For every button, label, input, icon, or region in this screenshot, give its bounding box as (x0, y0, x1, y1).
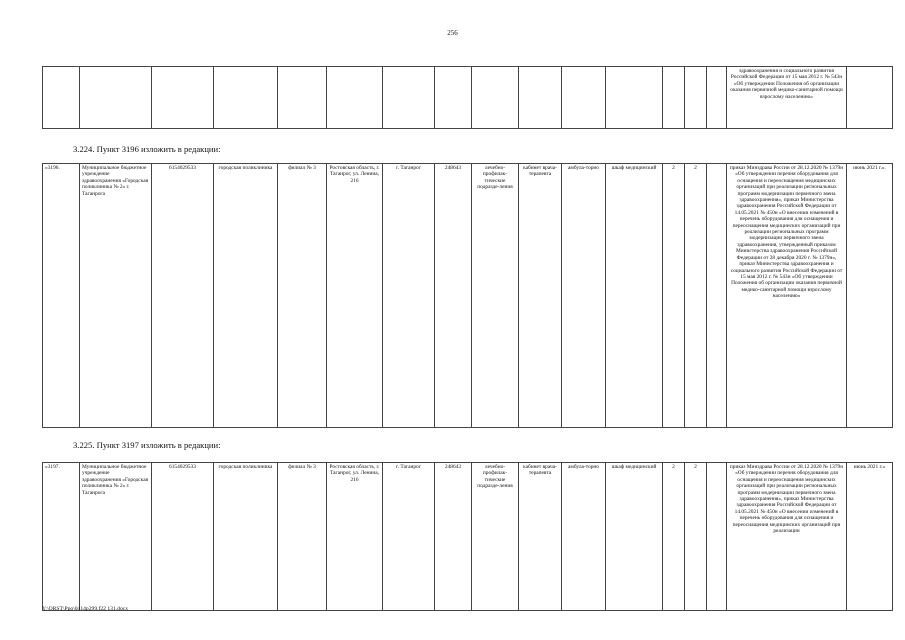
cabinet: кабинет врача-терапевта (519, 164, 562, 428)
table-row-3196 (42, 163, 893, 428)
address: Ростовская область, г. Таганрог, ул. Ленина, 216 (327, 164, 383, 428)
extra-cell (707, 463, 727, 611)
equipment: шкаф медицинский (606, 463, 663, 611)
table-fragment-top (42, 66, 893, 129)
legal-basis-cell: здравоохранения и социального развития Российской Федерации от 15 мая 2012 г. № 543н «Об утверждении Положения об организации оказания первичной медико-санитарной помощи взрослому населению» (727, 67, 847, 129)
page-number: 256 (447, 29, 458, 37)
care-form: амбула-торно (562, 463, 606, 611)
branch: филиал № 3 (278, 463, 327, 611)
qty-present: 2 (685, 164, 707, 428)
qty-required: 2 (663, 463, 685, 611)
qty-present: 2 (685, 463, 707, 611)
branch: филиал № 3 (278, 164, 327, 428)
unit-type: лечебно-профилак-тические подразде-ления (472, 463, 519, 611)
code: 248643 (435, 164, 472, 428)
extra-cell (707, 164, 727, 428)
organization-name: Муниципальное бюджетное учреждение здравоохранения «Городская поликлиника № 2» г. Таганрога (80, 463, 152, 611)
inn: 6154029533 (152, 463, 214, 611)
address: Ростовская область, г. Таганрог, ул. Ленина, 216 (327, 463, 383, 611)
qty-required: 2 (663, 164, 685, 428)
legal-basis: приказ Минздрава России от 28.12.2020 № 1379н «Об утверждении перечня оборудования для оснащения и переоснащения медицинских организаций при реализации региональных программ модернизации первичного звена здравоохранения», приказ Министерства здравоохранения Российской Федерации от 14.05.2021 № 450н «О внесении изменений в перечень оборудования для оснащения и переоснащения медицинских организаций при реализации региональных программ модернизации первичного звена здравоохранения, утвержденный приказом Министерства здравоохранения Российской Федерации от 28 декабря 2020 г. № 1379н», приказ Министерства здравоохранения и социального развития Российской Федерации от 15 мая 2012 г. № 543н «Об утверждении Положения об организации оказания первичной медико-санитарной помощи взрослому населению» (727, 164, 847, 428)
cabinet: кабинет врача-терапевта (519, 463, 562, 611)
row-number: «3197. (43, 463, 80, 611)
table-row-3197 (42, 462, 893, 611)
section-heading-3225: 3.225. Пункт 3197 изложить в редакции: (73, 440, 221, 450)
organization-name: Муниципальное бюджетное учреждение здравоохранения «Городская поликлиника № 2» г. Таганрога (80, 164, 152, 428)
section-heading-3224: 3.224. Пункт 3196 изложить в редакции: (73, 144, 221, 154)
legal-basis: приказ Минздрава России от 28.12.2020 № 1379н «Об утверждении перечня оборудования для оснащения и переоснащения медицинских организаций при реализации региональных программ модернизации первичного звена здравоохранения», приказ Министерства здравоохранения Российской Федерации от 14.05.2021 № 450н «О внесении изменений в перечень оборудования для оснащения и переоснащения медицинских организаций при реализации (727, 463, 847, 611)
care-form: амбула-торно (562, 164, 606, 428)
inn: 6154029533 (152, 164, 214, 428)
row-number: «3196. (43, 164, 80, 428)
deadline: июнь 2021 г.». (847, 164, 893, 428)
equipment: шкаф медицинский (606, 164, 663, 428)
code: 248643 (435, 463, 472, 611)
footer-file-path: Y:\ORST\Ppo\0414p299.f22 131.docx (42, 606, 129, 612)
facility-type: городская поликлиника (214, 164, 278, 428)
unit-type: лечебно-профилак-тические подразде-ления (472, 164, 519, 428)
deadline: июнь 2021 г.» (847, 463, 893, 611)
city: г. Таганрог (383, 164, 435, 428)
facility-type: городская поликлиника (214, 463, 278, 611)
city: г. Таганрог (383, 463, 435, 611)
